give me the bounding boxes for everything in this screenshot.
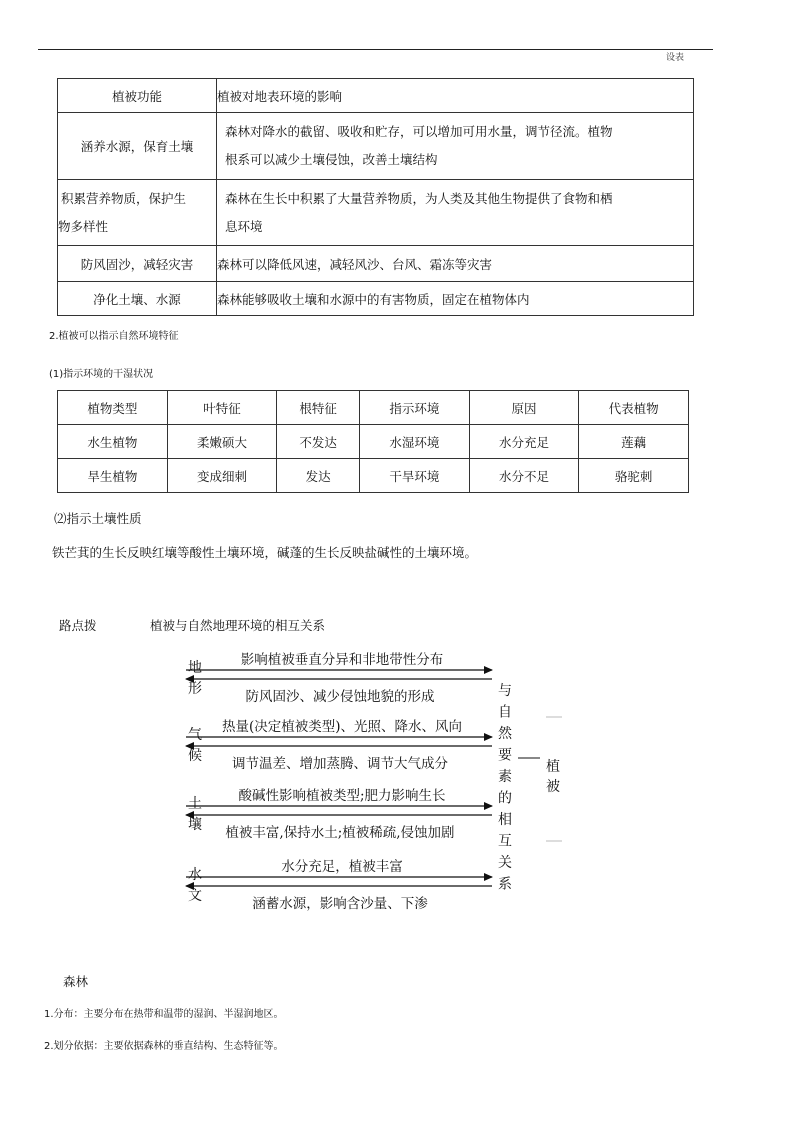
relation-char: 要 [498,747,512,764]
effect-on-vegetation-label: 水分充足，植被丰富 [281,859,403,875]
effect-cell [217,113,694,180]
relation-char: 系 [498,876,512,893]
relation-char: 相 [498,812,512,828]
effect-on-vegetation-label: 酸碱性影响植被类型;肥力影响生长 [238,788,446,804]
table-cell: 柔嫩硕大 [167,425,277,459]
factor-label: 候 [188,748,202,764]
factor-label: 形 [188,681,202,697]
effect-on-vegetation-label: 影响植被垂直分异和非地带性分布 [240,652,444,668]
relation-char: 关 [498,855,512,871]
table-cell: 水湿环境 [360,425,470,459]
diagram-layer [186,651,562,912]
function-line: 积累营养物质，保护生 [61,190,187,206]
table-row [58,459,689,493]
effect-cell: 森林可以降低风速，减轻风沙、台风、霜冻等灾害 [217,246,694,282]
forest-item: 2.划分依据：主要依据森林的垂直结构、生态特征等。 [44,1041,284,1052]
vegetation-char: 被 [546,779,560,795]
function-cell: 涵养水源，保育土壤 [58,113,217,180]
relation-char: 与 [498,683,512,699]
function-line: 物多样性 [58,218,109,234]
header-cell: 指示环境 [360,391,470,425]
table-cell: 发达 [277,459,360,493]
factor-label: 地 [188,660,202,676]
forest-item: 1.分布：主要分布在热带和温带的湿润、半湿润地区。 [44,1009,284,1020]
plant-indicator-table [57,390,689,493]
function-cell: 净化土壤、水源 [58,282,217,316]
table-row [58,425,689,459]
header-cell: 植物类型 [58,391,168,425]
header-text: 设表 [666,53,685,63]
effect-line: 森林对降水的截留、吸收和贮存，可以增加可用水量，调节径流。植物 [225,124,613,139]
relation-char: 的 [498,790,512,807]
vegetation-function-table [57,78,694,316]
tips-title: 植被与自然地理环境的相互关系 [150,618,326,633]
table-header-row [58,79,694,113]
factor-label: 土 [188,796,202,812]
table-cell: 水生植物 [58,425,168,459]
relation-char: 素 [498,769,512,785]
table-row [58,246,694,282]
effect-line: 息环境 [225,218,263,234]
table-cell: 旱生植物 [58,459,168,493]
vegetation-effect-label: 防风固沙、减少侵蚀地貌的形成 [245,689,435,705]
table-row [58,282,694,316]
header-cell: 原因 [469,391,579,425]
subsection-title: ⑵指示土壤性质 [54,511,142,526]
relation-char: 自 [498,704,512,721]
soil-text: 铁芒萁的生长反映红壤等酸性土壤环境，碱蓬的生长反映盐碱性的土壤环境。 [52,545,478,560]
factor-label: 气 [188,727,202,743]
tips-label: 路点拨 [59,618,97,633]
table-row [58,113,694,180]
relation-char: 互 [498,833,512,850]
function-cell [58,180,217,246]
vegetation-effect-label: 涵蓄水源，影响含沙量、下渗 [252,896,428,912]
vegetation-char: 植 [546,759,560,775]
relation-char: 然 [498,726,512,742]
effect-cell [217,180,694,246]
header-cell: 植被对地表环境的影响 [217,79,694,113]
relation-diagram [180,645,580,915]
table-cell: 干旱环境 [360,459,470,493]
effect-line: 森林在生长中积累了大量营养物质，为人类及其他生物提供了食物和栖 [225,190,613,206]
effect-line: 根系可以减少土壤侵蚀，改善土壤结构 [225,152,438,167]
table-header-row [58,391,689,425]
table-cell: 变成细刺 [167,459,277,493]
table-row [58,180,694,246]
table-cell: 不发达 [277,425,360,459]
factor-label: 水 [188,867,202,883]
table-cell: 水分充足 [469,425,579,459]
section-title: 2.植被可以指示自然环境特征 [49,331,179,342]
table-cell: 骆驼刺 [579,459,689,493]
header-rule [38,49,713,50]
vegetation-effect-label: 植被丰富,保持水土;植被稀疏,侵蚀加剧 [225,825,455,841]
header-cell: 代表植物 [579,391,689,425]
factor-label: 文 [188,888,202,904]
vegetation-effect-label: 调节温差、增加蒸腾、调节大气成分 [232,756,448,772]
header-cell: 植被功能 [58,79,217,113]
factor-label: 壤 [188,817,202,833]
effect-cell: 森林能够吸收土壤和水源中的有害物质，固定在植物体内 [217,282,694,316]
effect-on-vegetation-label: 热量(决定植被类型)、光照、降水、风向 [221,719,463,735]
table-cell: 水分不足 [469,459,579,493]
header-cell: 根特征 [277,391,360,425]
table-cell: 莲藕 [579,425,689,459]
forest-title: 森林 [63,974,89,989]
header-cell: 叶特征 [167,391,277,425]
subsection-title: (1)指示环境的干湿状况 [49,369,154,380]
function-cell: 防风固沙，减轻灾害 [58,246,217,282]
